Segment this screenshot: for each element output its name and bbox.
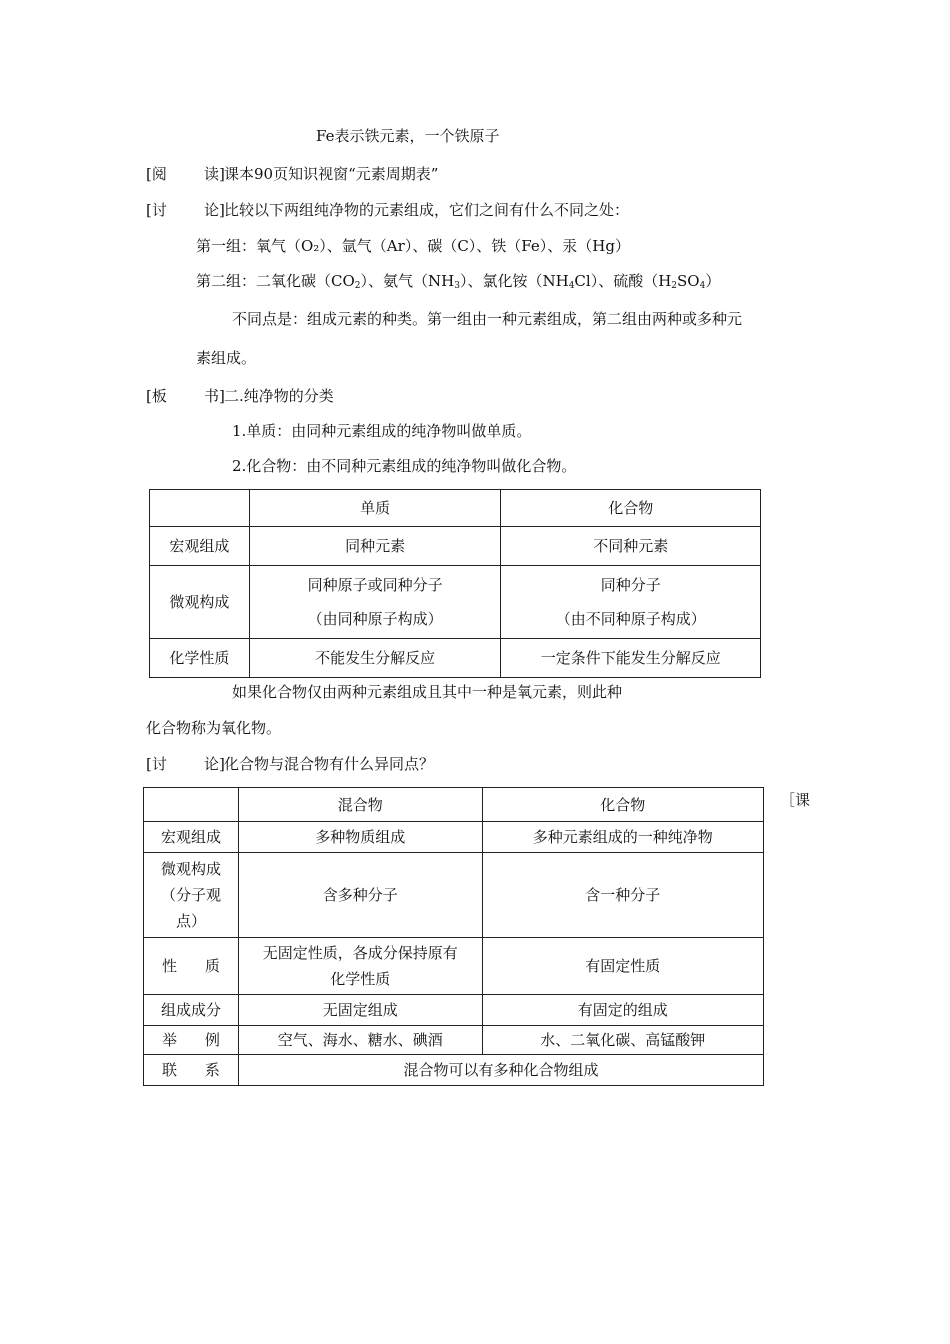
board-tag-open: [板 <box>146 387 167 405</box>
group-one-line: 第一组：氧气（O₂）、氩气（Ar）、碳（C）、铁（Fe）、汞（Hg） <box>196 237 630 255</box>
row-label: 化学性质 <box>150 639 250 678</box>
table-cell: 无固定性质，各成分保持原有 化学性质 <box>238 938 482 995</box>
table-cell: 一定条件下能发生分解反应 <box>501 639 761 678</box>
disc2-tag-close: 论] <box>204 755 225 773</box>
table-cell: 无固定组成 <box>238 995 482 1026</box>
board-line <box>146 386 334 406</box>
table-cell: 同种分子 （由不同种原子构成） <box>501 566 761 639</box>
table-row <box>144 853 764 938</box>
table-header-cell: 单质 <box>249 490 501 527</box>
pure-substance-table <box>149 489 761 678</box>
board-text: 二.纯净物的分类 <box>224 387 334 405</box>
table-header-cell: 混合物 <box>238 788 482 822</box>
fe-symbol-line: Fe表示铁元素，一个铁原子 <box>316 127 500 145</box>
table-row <box>150 527 761 566</box>
disc1-tag-close: 论] <box>204 201 225 219</box>
row-label: 微观构成 <box>150 566 250 639</box>
row-label: 宏观组成 <box>150 527 250 566</box>
table-cell: 有固定性质 <box>482 938 764 995</box>
discussion-line-2 <box>146 754 434 774</box>
table-cell: 含一种分子 <box>482 853 764 938</box>
table-cell: 含多种分子 <box>238 853 482 938</box>
disc2-text: 化合物与混合物有什么异同点？ <box>224 755 435 773</box>
row-label: 性 质 <box>144 938 239 995</box>
row-label: 举 例 <box>144 1026 239 1055</box>
mixture-compound-table <box>143 787 764 1086</box>
table-cell: 多种物质组成 <box>238 822 482 853</box>
table-header-cell: 化合物 <box>501 490 761 527</box>
table-row <box>144 822 764 853</box>
table-row <box>144 938 764 995</box>
table-row <box>150 566 761 639</box>
board-tag-close: 书] <box>204 387 225 405</box>
read-text: 课本90页知识视窗“元素周期表” <box>224 165 439 183</box>
group-two-line: 第二组：二氧化碳$(CO_2)$、氨气$(NH_3)$、氯化铵$(NH_4Cl)$、硫酸$(H_2SO_4)$ <box>196 272 721 291</box>
oxide-line-2: 化合物称为氧化物。 <box>146 719 282 737</box>
table-cell: 不能发生分解反应 <box>249 639 501 678</box>
disc1-text: 比较以下两组纯净物的元素组成，它们之间有什么不同之处： <box>224 201 630 219</box>
table-row <box>144 1055 764 1086</box>
table-header-cell <box>144 788 239 822</box>
row-label: 宏观组成 <box>144 822 239 853</box>
table-row <box>150 639 761 678</box>
table-cell: 有固定的组成 <box>482 995 764 1026</box>
table-cell: 同种元素 <box>249 527 501 566</box>
difference-line-1: 不同点是：组成元素的种类。第一组由一种元素组成，第二组由两种或多种元 <box>232 310 743 328</box>
disc1-tag-open: [讨 <box>146 201 167 219</box>
table-header-row <box>144 788 764 822</box>
table-cell: 同种原子或同种分子 （由同种原子构成） <box>249 566 501 639</box>
table-cell: 水、二氧化碳、高锰酸钾 <box>482 1026 764 1055</box>
element-definition: 1.单质：由同种元素组成的纯净物叫做单质。 <box>232 422 532 440</box>
table-header-cell <box>150 490 250 527</box>
disc2-tag-open: [讨 <box>146 755 167 773</box>
discussion-line-1 <box>146 200 629 220</box>
read-tag-close: 读] <box>204 165 225 183</box>
compound-definition: 2.化合物：由不同种元素组成的纯净物叫做化合物。 <box>232 457 577 475</box>
oxide-line-1: 如果化合物仅由两种元素组成且其中一种是氧元素，则此种 <box>232 683 623 701</box>
table-header-row <box>150 490 761 527</box>
table-header-cell: 化合物 <box>482 788 764 822</box>
row-label: 组成成分 <box>144 995 239 1026</box>
table-row <box>144 1026 764 1055</box>
table-row <box>144 995 764 1026</box>
table-cell: 不同种元素 <box>501 527 761 566</box>
difference-line-2: 素组成。 <box>196 349 257 367</box>
table-cell: 空气、海水、糖水、碘酒 <box>238 1026 482 1055</box>
table-cell: 混合物可以有多种化合物组成 <box>238 1055 763 1086</box>
row-label: 微观构成 （分子观 点） <box>144 853 239 938</box>
table-cell: 多种元素组成的一种纯净物 <box>482 822 764 853</box>
read-tag-open: [阅 <box>146 165 167 183</box>
row-label: 联 系 <box>144 1055 239 1086</box>
side-note: ［课 <box>780 791 811 809</box>
read-line <box>146 164 438 184</box>
